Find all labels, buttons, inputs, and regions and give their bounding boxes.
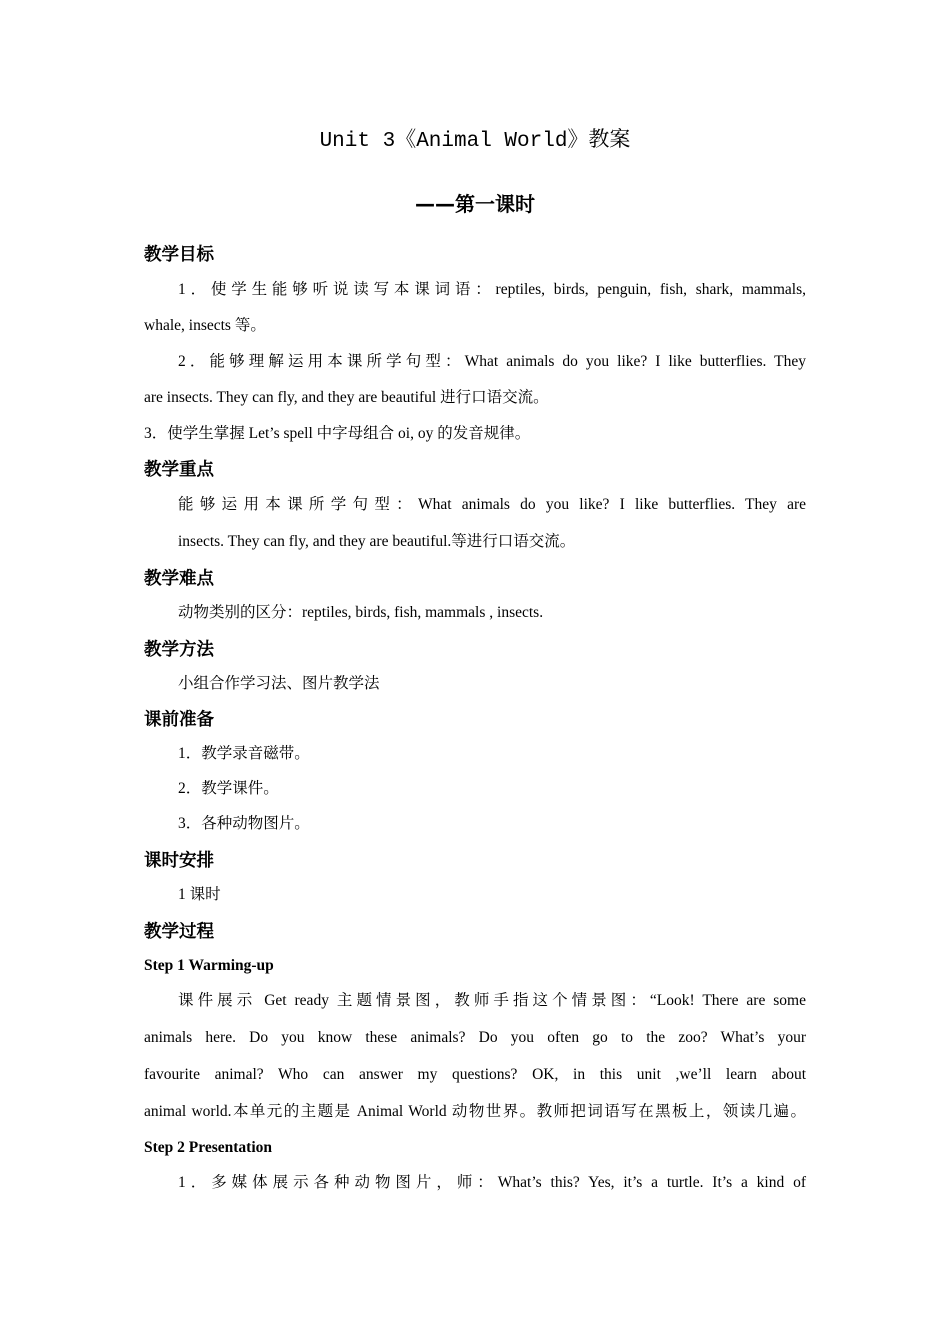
step-1-title: Step 1 Warming-up: [144, 957, 274, 974]
difficulty-line-1: 动物类别的区分：reptiles, birds, fish, mammals , insects.: [178, 604, 544, 621]
step-1-line-3: favourite animal? Who can answer my questions? OK, in this unit ,we’ll learn about: [144, 1066, 806, 1083]
heading-difficulties: 教学难点: [144, 569, 214, 589]
objective-line-3: 2．能够理解运用本课所学句型：What animals do you like? I like butterflies. They: [178, 353, 806, 370]
step-1-line-4: animal world.本单元的主题是 Animal World 动物世界。教师把词语写在黑板上，领读几遍。: [144, 1103, 806, 1120]
method-line-1: 小组合作学习法、图片教学法: [178, 675, 380, 692]
preparation-line-2: 2．教学课件。: [178, 780, 279, 797]
heading-key-points: 教学重点: [144, 460, 214, 480]
heading-methods: 教学方法: [144, 640, 214, 660]
heading-preparation: 课前准备: [144, 710, 214, 730]
key-point-line-2: insects. They can fly, and they are beautiful.等进行口语交流。: [178, 533, 576, 550]
objective-line-4: are insects. They can fly, and they are beautiful 进行口语交流。: [144, 389, 549, 406]
document-title: Unit 3《Animal World》教案: [319, 130, 631, 153]
key-point-line-1: 能够运用本课所学句型：What animals do you like? I like butterflies. They are: [178, 496, 806, 513]
preparation-line-1: 1．教学录音磁带。: [178, 745, 310, 762]
step-1-line-2: animals here. Do you know these animals? Do you often go to the zoo? What’s your: [144, 1029, 806, 1046]
document-subtitle: ——第一课时: [415, 192, 535, 216]
objective-line-1: 1．使学生能够听说读写本课词语：reptiles, birds, penguin, fish, shark, mammals,: [178, 281, 806, 298]
objective-line-2: whale, insects 等。: [144, 317, 266, 334]
heading-process: 教学过程: [144, 922, 214, 942]
step-1-line-1: 课件展示 Get ready 主题情景图，教师手指这个情景图：“Look! There are some: [178, 992, 806, 1009]
schedule-line-1: 1 课时: [178, 886, 221, 903]
preparation-line-3: 3．各种动物图片。: [178, 815, 310, 832]
objective-line-5: 3．使学生掌握 Let’s spell 中字母组合 oi, oy 的发音规律。: [144, 425, 531, 442]
heading-objectives: 教学目标: [144, 245, 214, 265]
step-2-line-1: 1．多媒体展示各种动物图片，师：What’s this? Yes, it’s a turtle. It’s a kind of: [178, 1174, 806, 1191]
heading-schedule: 课时安排: [144, 851, 214, 871]
step-2-title: Step 2 Presentation: [144, 1139, 273, 1156]
